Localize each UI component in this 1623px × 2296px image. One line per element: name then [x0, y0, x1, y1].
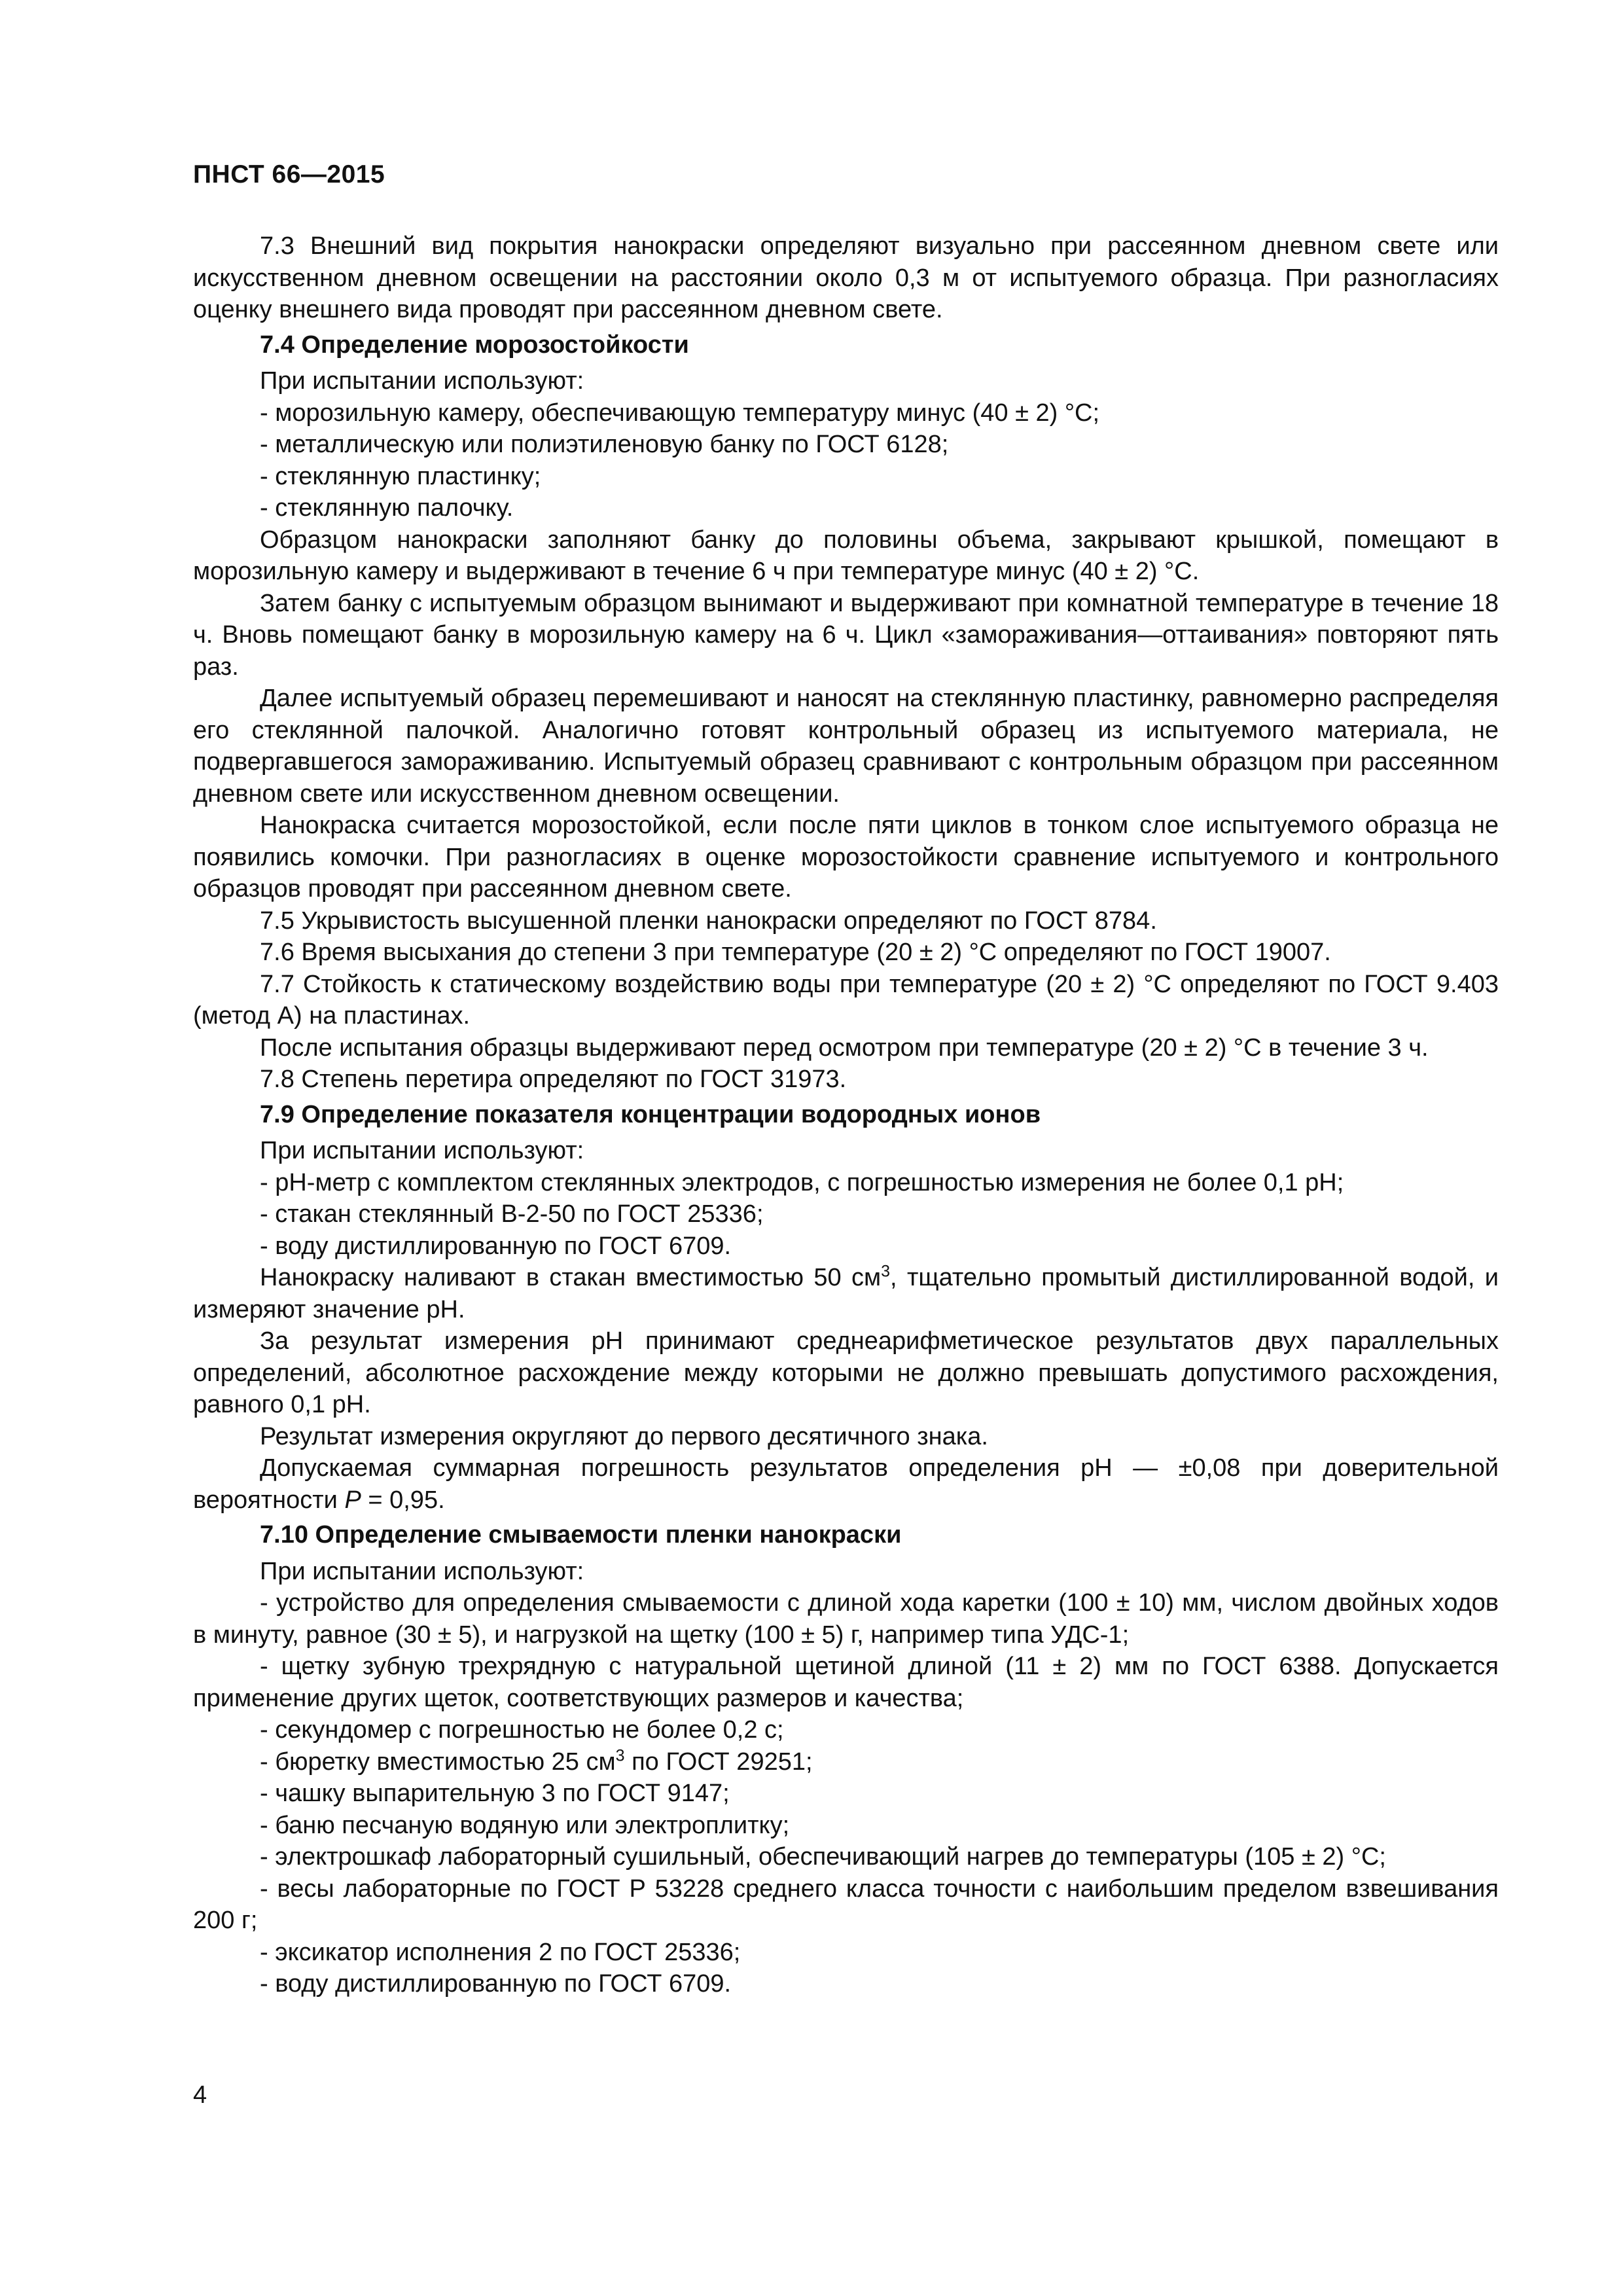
list-item: - воду дистиллированную по ГОСТ 6709. [260, 1970, 732, 1998]
equipment-intro: При испытании используют: [260, 367, 584, 395]
paragraph: Далее испытуемый образец перемешивают и наносят на стеклянную пластинку, равномерно распределяя его стеклянной палочкой. Аналогично готовят контрольный образец из испытуемого материала, не подвергавшегося замораживанию. Испытуемый образец сравнивают с контрольным образцом при рассеянном дневном свете или искусственном дневном освещении. [193, 685, 1499, 808]
paragraph: Затем банку с испытуемым образцом вынимают и выдерживают при комнатной температуре в течение 18 ч. Вновь помещают банку в морозильную камеру на 6 ч. Цикл «замораживания—оттаивания» повторяют пять раз. [193, 589, 1499, 681]
paragraph: Нанокраска считается морозостойкой, если после пяти циклов в тонком слое испытуемого образца не появились комочки. При разногласиях в оценке морозостойкости сравнение испытуемого и контрольного образцов проводят при рассеянном дневном свете. [193, 812, 1499, 903]
list-item: - стеклянную пластинку; [260, 462, 541, 490]
paragraph: Образцом нанокраски заполняют банку до половины объема, закрывают крышкой, помещают в морозильную камеру и выдерживают в течение 6 ч при температуре минус (40 ± 2) °С. [193, 526, 1499, 585]
text-run: Нанокраску наливают в стакан вместимостью 50 см [260, 1264, 882, 1291]
paragraph: После испытания образцы выдерживают перед осмотром при температуре (20 ± 2) °С в течение 3 ч. [260, 1033, 1429, 1062]
list-item: - весы лабораторные по ГОСТ Р 53228 среднего класса точности с наибольшим пределом взвешивания 200 г; [193, 1874, 1499, 1934]
superscript: 3 [881, 1262, 891, 1281]
document-body [193, 230, 1499, 2000]
superscript: 3 [615, 1746, 625, 1765]
paragraph: За результат измерения pH принимают среднеарифметическое результатов двух параллельных определений, абсолютное расхождение между которыми не должно превышать допустимого расхождения, равного 0,1 pH. [193, 1327, 1499, 1418]
list-item: - воду дистиллированную по ГОСТ 6709. [260, 1232, 732, 1260]
list-item: - секундомер с погрешностью не более 0,2 с; [260, 1716, 784, 1744]
paragraph: Результат измерения округляют до первого десятичного знака. [260, 1422, 988, 1450]
paragraph [193, 1452, 1499, 1516]
list-item: - баню песчаную водяную или электроплитку; [260, 1811, 790, 1839]
paragraph-7-7: 7.7 Стойкость к статическому воздействию воды при температуре (20 ± 2) °С определяют по ГОСТ 9.403 (метод А) на пластинах. [193, 970, 1499, 1030]
text-run: по ГОСТ 29251; [624, 1748, 813, 1776]
page-number: 4 [193, 2081, 207, 2109]
list-item: - стакан стеклянный В-2-50 по ГОСТ 25336; [260, 1200, 764, 1228]
list-item: - pH-метр с комплектом стеклянных электродов, с погрешностью измерения не более 0,1 pH; [260, 1168, 1344, 1196]
text-run: , тщательно промытый дистиллированной водой, и измеряют значение pH. [193, 1264, 1499, 1323]
list-item: - металлическую или полиэтиленовую банку по ГОСТ 6128; [260, 431, 949, 458]
equipment-intro: При испытании используют: [260, 1557, 584, 1585]
paragraph [193, 1262, 1499, 1325]
list-item: - щетку зубную трехрядную с натуральной щетиной длиной (11 ± 2) мм по ГОСТ 6388. Допускается применение других щеток, соответствующих размеров и качества; [193, 1653, 1499, 1712]
list-item [193, 1746, 1499, 1778]
list-item: - эксикатор исполнения 2 по ГОСТ 25336; [260, 1938, 741, 1966]
list-item: - чашку выпарительную 3 по ГОСТ 9147; [260, 1780, 730, 1807]
list-item: - устройство для определения смываемости с длиной хода каретки (100 ± 10) мм, числом двойных ходов в минуту, равное (30 ± 5), и нагрузкой на щетку (100 ± 5) г, например типа УДС-1; [193, 1589, 1499, 1649]
paragraph-7-5: 7.5 Укрывистость высушенной пленки нанокраски определяют по ГОСТ 8784. [260, 906, 1157, 935]
paragraph-7-8: 7.8 Степень перетира определяют по ГОСТ 31973. [260, 1066, 847, 1093]
section-heading-7-10: 7.10 Определение смываемости пленки нанокраски [260, 1521, 902, 1549]
paragraph-7-6: 7.6 Время высыхания до степени 3 при температуре (20 ± 2) °С определяют по ГОСТ 19007. [260, 939, 1331, 966]
document-header: ПНСТ 66—2015 [193, 160, 385, 188]
section-heading-7-9: 7.9 Определение показателя концентрации водородных ионов [260, 1100, 1041, 1128]
section-heading-7-4: 7.4 Определение морозостойкости [260, 331, 689, 359]
text-run: - бюретку вместимостью 25 см [260, 1748, 616, 1776]
paragraph-7-3: 7.3 Внешний вид покрытия нанокраски определяют визуально при рассеянном дневном свете или искусственном дневном освещении на расстоянии около 0,3 м от испытуемого образца. При разногласиях оценку внешнего вида проводят при рассеянном дневном свете. [193, 232, 1499, 323]
list-item: - стеклянную палочку. [260, 494, 514, 522]
equipment-intro: При испытании используют: [260, 1137, 584, 1164]
text-run: = 0,95. [361, 1486, 445, 1514]
text-run: Допускаемая суммарная погрешность результатов определения pH — ±0,08 при доверительной вероятности [193, 1454, 1499, 1514]
list-item: - морозильную камеру, обеспечивающую температуру минус (40 ± 2) °С; [260, 399, 1100, 427]
italic-symbol: P [344, 1486, 361, 1514]
list-item: - электрошкаф лабораторный сушильный, обеспечивающий нагрев до температуры (105 ± 2) °С; [260, 1843, 1386, 1871]
